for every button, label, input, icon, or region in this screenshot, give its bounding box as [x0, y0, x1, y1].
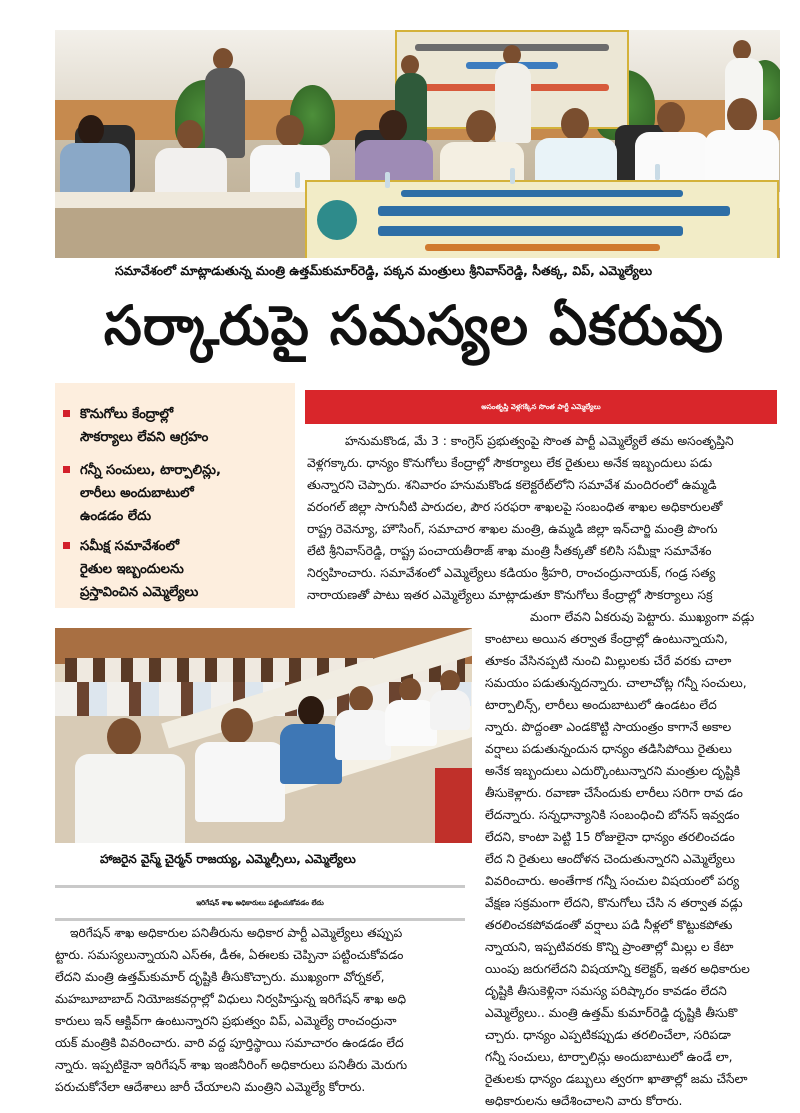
article-line: వరంగల్ జిల్లా సాగునీటి పారుదల, పౌర సరఫరా శాఖలపై సంబంధిత శాఖల అధికారులతో	[307, 500, 723, 514]
article-line: వర్షాలు పడుతున్నందున ధాన్యం తడిసిపోయి రైతులు	[485, 742, 732, 756]
top-photo	[55, 30, 780, 258]
article-line: లేదని మంత్రి ఉత్తమ్‌కుమార్ దృష్టికి తీసుకొచ్చారు. ముఖ్యంగా వోర్నకల్,	[55, 970, 385, 984]
second-photo	[55, 628, 472, 843]
article-line: లేద ని రైతులు ఆందోళన చెందుతున్నారని ఎమ్మెల్యేలు	[485, 852, 736, 866]
article-line: తూకం వేసినప్పటి నుంచి మిల్లులకు చేరే వరకు చాలా	[485, 654, 732, 668]
article-line: లేదని, కాంటా పెట్టి 15 రోజులైనా ధాన్యం తరలించడం	[485, 830, 735, 844]
article-line: ట్టారు. సమస్యలున్నాయని ఎస్ఈ, డీఈ, ఏఈలకు చెప్పినా పట్టించుకోవడం	[55, 948, 404, 962]
article-line: కారులు ఇన్ ఆక్టివ్‌గా ఉంటున్నారని ప్రభుత్వం విప్, ఎమ్మెల్యే రాంచంద్రునా	[55, 1014, 397, 1028]
article-line: గన్నీ సంచులు, టార్పాలిన్లు అందుబాటులో ఉండే లా,	[485, 1050, 733, 1064]
article-line: మంగా లేవని ఏకరువు పెట్టారు. ముఖ్యంగా వడ్లు	[530, 610, 755, 624]
article-line: ఇరిగేషన్ శాఖ అధికారుల పనితీరును అధికార పార్టీ ఎమ్మెల్యేలు తప్పుప	[70, 926, 403, 940]
bullet-icon	[63, 466, 70, 473]
highlight-item: కొనుగోలు కేంద్రాల్లో సౌకర్యాలు లేవని ఆగ్రహం	[67, 403, 208, 449]
article-line: ఎమ్మెల్యేలు.. మంత్రి ఉత్తమ్ కుమార్‌రెడ్డి దృష్టికి తీసుకొ	[485, 1006, 738, 1020]
article-line: చ్చారు. ధాన్యం ఎప్పటికప్పుడు తరలించేలా, సరిపడా	[485, 1028, 731, 1042]
highlight-item: గన్నీ సంచులు, టార్పాలిన్లు, లారీలు అందుబాటులో ఉండడం లేదు	[67, 459, 221, 528]
article-line: లేదన్నారు. సన్నధాన్యానికి సంబంధించి బోనస్ ఇవ్వడం	[485, 808, 740, 822]
irrigation-subhead: ఇరిగేషన్ శాఖ అధికారులు పట్టించుకోవడం లేదు	[55, 885, 465, 921]
article-line: టార్పాలిన్స్, లారీలు అందుబాటులో ఉండటం లేద	[485, 698, 717, 712]
article-line: నారాయణతో పాటు ఇతర ఎమ్మెల్యేలు మాట్లాడుతూ కొనుగోలు కేంద్రాల్లో సౌకర్యాలు సక్ర	[307, 588, 713, 602]
subhead-banner: అసంతృప్తి వెళ్లగక్కిన సొంత పార్టీ ఎమ్మెల్యేలు	[305, 390, 777, 424]
article-line: పరుచుకోనేలా ఆదేశాలు జారీ చేయాలని మంత్రిని ఎమ్మెల్యే కోరారు.	[55, 1080, 366, 1094]
article-line: యక్ మంత్రికి వివరించారు. వారి వద్ద పూర్తిస్థాయి సమాచారం ఉండడం లేద	[55, 1036, 404, 1050]
article-line: లేటి శ్రీనివాస్‌రెడ్డి, రాష్ట్ర పంచాయతీరాజ్ శాఖ మంత్రి సీతక్కతో కలిసి సమీక్షా సమావేశం	[307, 544, 712, 558]
article-line: వెళ్లగక్కారు. ధాన్యం కొనుగోలు కేంద్రాల్లో సౌకర్యాలు లేక రైతులు అనేక ఇబ్బందులు పడు	[307, 456, 713, 470]
article-line: న్నారు. ఇప్పటికైనా ఇరిగేషన్ శాఖ ఇంజినీరింగ్ అధికారులు పనితీరు మెరుగు	[55, 1058, 408, 1072]
article-line: నిర్వహించారు. సమావేశంలో ఎమ్మెల్యేలు కడియం శ్రీహరి, రాంచంద్రునాయక్, గండ్ర సత్య	[307, 566, 716, 580]
article-line: న్నాయని, ఇప్పటివరకు కొన్ని ప్రాంతాల్లో మిల్లు ల కేటా	[485, 940, 734, 954]
article-line: దృష్టికి తీసుకెళ్లినా సమస్య పరిష్కారం కావడం లేదని	[485, 984, 727, 998]
highlights-box	[55, 383, 295, 608]
article-line: సమయం పడుతున్నదన్నారు. చాలాచోట్ల గన్నీ సంచులు,	[485, 676, 747, 690]
article-line: రాష్ట్ర రెవెన్యూ, హౌసింగ్, సమాచార శాఖల మంత్రి, ఉమ్మడి జిల్లా ఇన్‌చార్జి మంత్రి పొంగు	[307, 522, 718, 536]
article-line: న్నారు. పొద్దంతా ఎండకొట్టి సాయంత్రం కాగానే అకాల	[485, 720, 732, 734]
highlight-item: సమీక్ష సమావేశంలో రైతుల ఇబ్బందులను ప్రస్తావించిన ఎమ్మెల్యేలు	[67, 535, 198, 604]
article-line: మహబూబాబాద్ నియోజకవర్గాల్లో విధులు నిర్వహిస్తున్న ఇరిగేషన్ శాఖ అధి	[55, 992, 407, 1006]
article-line: తున్నారని చెప్పారు. శనివారం హనుమకొండ కలెక్టరేట్‌లోని సమావేశ మందిరంలో ఉమ్మడి	[307, 478, 717, 492]
article-line: వివరించారు. అంతేగాక గన్నీ సంచుల విషయంలో పర్య	[485, 874, 740, 888]
article-line: అనేక ఇబ్బందులు ఎదుర్కొంటున్నారని మంత్రుల దృష్టికి	[485, 764, 741, 778]
headline: సర్కారుపై సమస్యల ఏకరువు	[103, 294, 725, 357]
article-line: అధికారులను ఆదేశించాలని వారు కోరారు.	[485, 1094, 683, 1108]
article-line: వేక్షణ సక్రమంగా లేదని, కొనుగోలు చేసి న తర్వాత వడ్లు	[485, 896, 743, 910]
article-line: తీసుకెళ్లారు. రవాణా చేసేందుకు లారీలు సరిగా రావ డం	[485, 786, 743, 800]
article-line: రైతులకు ధాన్యం డబ్బులు త్వరగా ఖాతాల్లో జమ చేసేలా	[485, 1072, 748, 1086]
article-line: కాంటాలు అయిన తర్వాత కేంద్రాల్లో ఉంటున్నాయని,	[485, 632, 728, 646]
top-photo-caption: సమావేశంలో మాట్లాడుతున్న మంత్రి ఉత్తమ్‌కుమార్‌రెడ్డి, పక్కన మంత్రులు శ్రీనివాస్‌రెడ్డి, సీతక్క, విప్, ఎమ్మెల్యేలు	[115, 263, 653, 278]
article-line: తరలించకపోవడంతో వర్షాలు పడి నీళ్లలో కొట్టుకపోతు	[485, 918, 733, 932]
bullet-icon	[63, 410, 70, 417]
bullet-icon	[63, 542, 70, 549]
article-line: హనుమకొండ, మే 3 : కాంగ్రెస్ ప్రభుత్వంపై సొంత పార్టీ ఎమ్మెల్యేలే తమ అసంతృప్తిని	[345, 434, 734, 448]
article-line: యింపు జరుగలేదని విషయాన్ని కలెక్టర్, ఇతర అధికారుల	[485, 962, 750, 976]
second-photo-caption: హాజరైన వైస్మ్ చైర్మన్ రాజయ్య, ఎమ్మెల్సీలు, ఎమ్మెల్యేలు	[100, 852, 356, 866]
